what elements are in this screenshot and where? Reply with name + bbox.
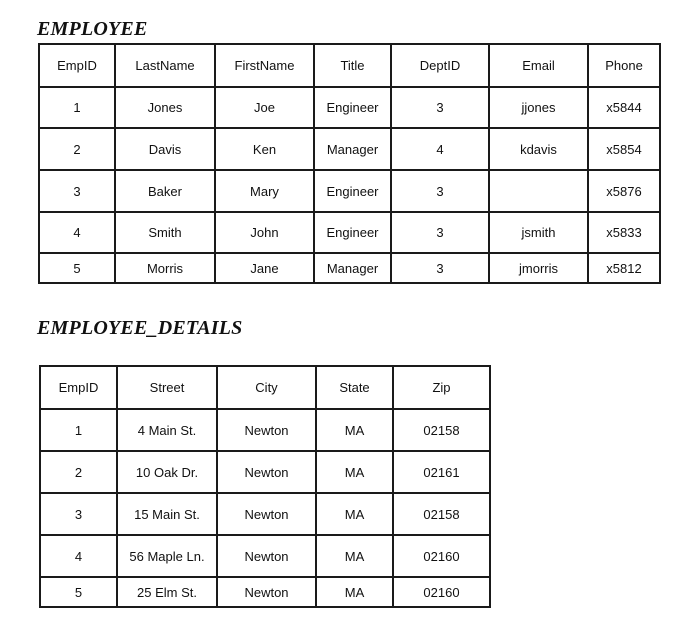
- employee-cell-firstname: Joe: [215, 87, 314, 128]
- employee-cell-lastname: Jones: [115, 87, 215, 128]
- details-cell-city: Newton: [217, 535, 316, 577]
- details-header-empid: EmpID: [40, 366, 117, 409]
- table-row: [40, 493, 490, 535]
- employee-cell-phone: x5876: [588, 170, 660, 212]
- employee-cell-email: jsmith: [489, 212, 588, 253]
- employee-cell-deptid: 3: [391, 87, 489, 128]
- table-row: [40, 577, 490, 607]
- employee-cell-title: Manager: [314, 253, 391, 283]
- employee-header-phone: Phone: [588, 44, 660, 87]
- details-cell-street: 15 Main St.: [117, 493, 217, 535]
- employee-cell-firstname: Jane: [215, 253, 314, 283]
- employee-cell-title: Manager: [314, 128, 391, 170]
- employee-cell-empid: 2: [39, 128, 115, 170]
- employee-cell-title: Engineer: [314, 212, 391, 253]
- details-cell-empid: 1: [40, 409, 117, 451]
- details-cell-street: 4 Main St.: [117, 409, 217, 451]
- details-cell-empid: 3: [40, 493, 117, 535]
- details-cell-city: Newton: [217, 577, 316, 607]
- details-cell-state: MA: [316, 409, 393, 451]
- employee-details-table-caption: EMPLOYEE_DETAILS: [37, 317, 243, 339]
- employee-details-table: [39, 365, 491, 608]
- details-cell-zip: 02160: [393, 535, 490, 577]
- details-header-city: City: [217, 366, 316, 409]
- employee-header-firstname: FirstName: [215, 44, 314, 87]
- employee-header-row: [39, 44, 660, 87]
- employee-cell-phone: x5833: [588, 212, 660, 253]
- details-cell-zip: 02161: [393, 451, 490, 493]
- details-cell-street: 25 Elm St.: [117, 577, 217, 607]
- employee-cell-email: jjones: [489, 87, 588, 128]
- employee-cell-email: jmorris: [489, 253, 588, 283]
- employee-cell-deptid: 4: [391, 128, 489, 170]
- employee-cell-title: Engineer: [314, 87, 391, 128]
- employee-header-empid: EmpID: [39, 44, 115, 87]
- details-cell-city: Newton: [217, 409, 316, 451]
- details-cell-state: MA: [316, 577, 393, 607]
- employee-cell-phone: x5854: [588, 128, 660, 170]
- details-cell-zip: 02160: [393, 577, 490, 607]
- table-row: [39, 212, 660, 253]
- employee-cell-empid: 3: [39, 170, 115, 212]
- employee-cell-firstname: John: [215, 212, 314, 253]
- table-row: [39, 87, 660, 128]
- employee-cell-lastname: Morris: [115, 253, 215, 283]
- employee-header-lastname: LastName: [115, 44, 215, 87]
- table-row: [40, 535, 490, 577]
- details-cell-state: MA: [316, 451, 393, 493]
- employee-cell-phone: x5812: [588, 253, 660, 283]
- employee-cell-lastname: Smith: [115, 212, 215, 253]
- details-header-street: Street: [117, 366, 217, 409]
- table-row: [39, 253, 660, 283]
- employee-cell-deptid: 3: [391, 212, 489, 253]
- employee-header-title: Title: [314, 44, 391, 87]
- details-header-state: State: [316, 366, 393, 409]
- employee-header-email: Email: [489, 44, 588, 87]
- employee-cell-empid: 5: [39, 253, 115, 283]
- employee-cell-lastname: Davis: [115, 128, 215, 170]
- employee-cell-firstname: Mary: [215, 170, 314, 212]
- employee-cell-title: Engineer: [314, 170, 391, 212]
- details-cell-empid: 2: [40, 451, 117, 493]
- details-cell-zip: 02158: [393, 409, 490, 451]
- details-cell-street: 56 Maple Ln.: [117, 535, 217, 577]
- details-cell-empid: 4: [40, 535, 117, 577]
- employee-header-deptid: DeptID: [391, 44, 489, 87]
- details-header-row: [40, 366, 490, 409]
- employee-table: [38, 43, 661, 284]
- table-row: [39, 170, 660, 212]
- details-cell-state: MA: [316, 535, 393, 577]
- details-cell-city: Newton: [217, 451, 316, 493]
- employee-cell-email: kdavis: [489, 128, 588, 170]
- employee-cell-phone: x5844: [588, 87, 660, 128]
- employee-cell-empid: 4: [39, 212, 115, 253]
- details-cell-zip: 02158: [393, 493, 490, 535]
- details-cell-state: MA: [316, 493, 393, 535]
- employee-cell-firstname: Ken: [215, 128, 314, 170]
- employee-cell-deptid: 3: [391, 253, 489, 283]
- employee-cell-email: [489, 170, 588, 212]
- details-cell-city: Newton: [217, 493, 316, 535]
- table-row: [40, 451, 490, 493]
- table-row: [39, 128, 660, 170]
- employee-cell-empid: 1: [39, 87, 115, 128]
- table-row: [40, 409, 490, 451]
- employee-table-caption: EMPLOYEE: [37, 18, 148, 40]
- employee-cell-deptid: 3: [391, 170, 489, 212]
- details-cell-street: 10 Oak Dr.: [117, 451, 217, 493]
- employee-cell-lastname: Baker: [115, 170, 215, 212]
- details-header-zip: Zip: [393, 366, 490, 409]
- details-cell-empid: 5: [40, 577, 117, 607]
